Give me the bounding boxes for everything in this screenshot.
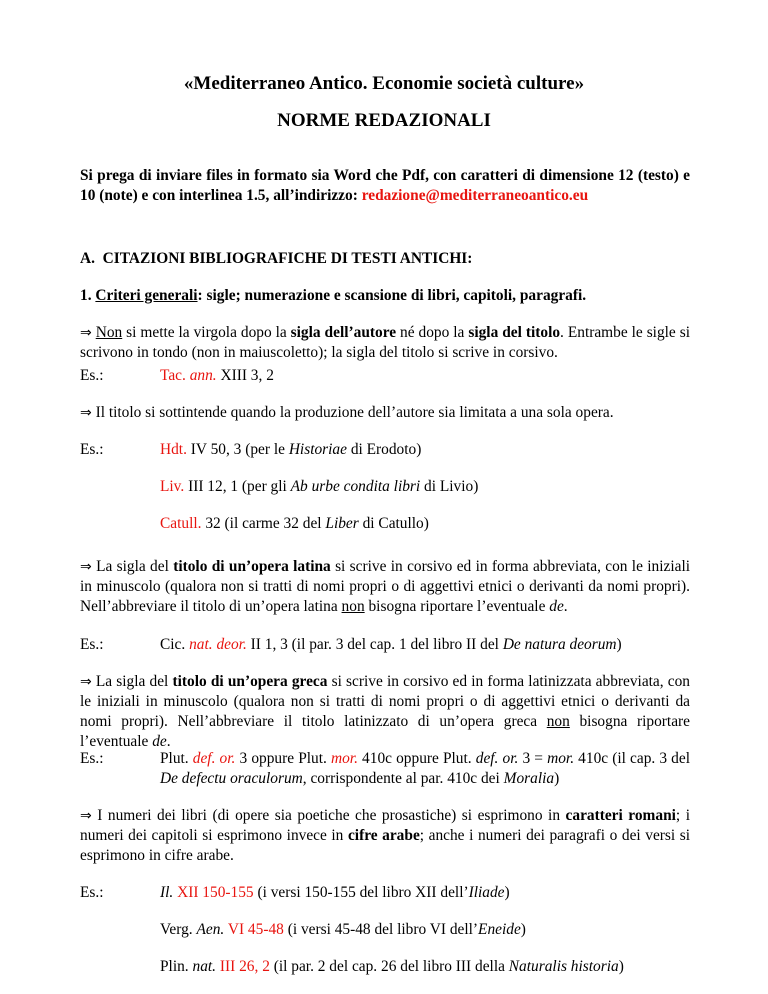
example-line: Verg. Aen. VI 45-48 (i versi 45-48 del libro VI dell’Eneide) <box>160 921 526 938</box>
example-label: Es.: <box>80 884 104 901</box>
example-label: Es.: <box>80 636 104 653</box>
section-a-heading: A. CITAZIONI BIBLIOGRAFICHE DI TESTI ANTICHI: <box>80 250 473 267</box>
intro-paragraph <box>80 166 690 206</box>
example-line: Catull. 32 (il carme 32 del Liber di Catullo) <box>160 515 429 532</box>
example-line: Hdt. IV 50, 3 (per le Historiae di Erodoto) <box>160 441 422 458</box>
email-link[interactable]: redazione@mediterraneoantico.eu <box>361 187 589 204</box>
example-line: Plin. nat. III 26, 2 (il par. 2 del cap. 26 del libro III della Naturalis historia) <box>160 958 624 975</box>
arrow-icon: ⇒ <box>80 559 92 575</box>
example-line: Il. XII 150-155 (i versi 150-155 del libro XII dell’Iliade) <box>160 884 510 901</box>
example-label: Es.: <box>80 750 104 767</box>
arrow-icon: ⇒ <box>80 325 92 341</box>
arrow-icon: ⇒ <box>80 808 92 824</box>
subsection-1-heading: 1. Criteri generali: sigle; numerazione e scansione di libri, capitoli, paragrafi. <box>80 287 587 304</box>
document-subtitle: NORME REDAZIONALI <box>277 110 491 131</box>
journal-title: «Mediterraneo Antico. Economie società culture» <box>183 73 585 94</box>
arrow-icon: ⇒ <box>80 674 92 690</box>
rule-paragraph-4: ⇒ La sigla del titolo di un’opera greca si scrive in corsivo ed in forma latinizzata abbreviata, con le iniziali in minuscolo (qualora non si tratti di nomi propri o di aggettivi etnici o derivanti da nomi propri). Nell’abbreviare il titolo latinizzato di un’opera greca non bisogna riportare l’eventuale de. <box>80 673 690 750</box>
intro-text: Si prega di inviare files in formato sia Word che Pdf, con caratteri di dimensione 12 (testo) e 10 (note) e con interlinea 1.5, all’indirizzo: <box>80 167 690 204</box>
example-line: Plut. def. or. 3 oppure Plut. mor. 410c oppure Plut. def. or. 3 = mor. 410c (il cap. 3 del De defectu oraculorum, corrispondente al par. 410c dei Moralia) <box>160 750 690 787</box>
example-line: Liv. III 12, 1 (per gli Ab urbe condita libri di Livio) <box>160 478 479 495</box>
example-line: Cic. nat. deor. II 1, 3 (il par. 3 del cap. 1 del libro II del De natura deorum) <box>160 636 622 653</box>
arrow-icon: ⇒ <box>80 405 92 421</box>
rule-paragraph-2: ⇒ Il titolo si sottintende quando la produzione dell’autore sia limitata a una sola opera. <box>80 404 614 421</box>
rule-paragraph-3: ⇒ La sigla del titolo di un’opera latina si scrive in corsivo ed in forma abbreviata, con le iniziali in minuscolo (qualora non si tratti di nomi propri o di aggettivi etnici o derivanti da nomi propri). Nell’abbreviare il titolo di un’opera latina non bisogna riportare l’eventuale de. <box>80 558 690 615</box>
rule-paragraph-1: ⇒ Non si mette la virgola dopo la sigla dell’autore né dopo la sigla del titolo. Entrambe le sigle si scrivono in tondo (non in maiuscoletto); la sigla del titolo si scrive in corsivo. <box>80 324 690 361</box>
example-label: Es.: <box>80 367 104 384</box>
rule-paragraph-5: ⇒ I numeri dei libri (di opere sia poetiche che prosastiche) si esprimono in caratteri romani; i numeri dei capitoli si esprimono invece in cifre arabe; anche i numeri dei paragrafi o dei versi si esprimono in cifre arabe. <box>80 807 691 864</box>
example-label: Es.: <box>80 441 104 458</box>
example-line: Tac. ann. XIII 3, 2 <box>160 367 274 384</box>
